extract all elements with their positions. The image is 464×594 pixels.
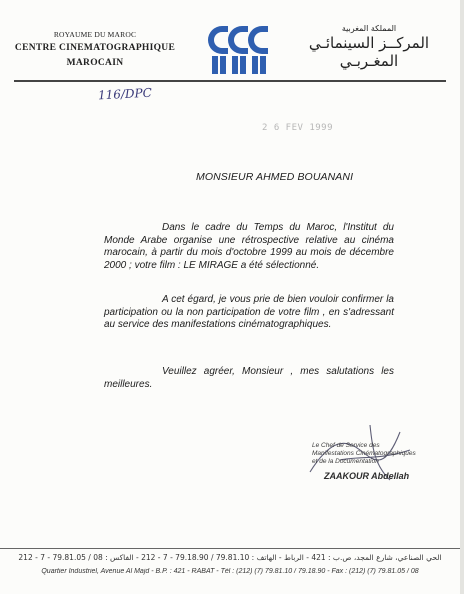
letter-paragraph-2: A cet égard, je vous prie de bien vouloir confirmer la participation ou la non participation de votre film , en s'adressant au service des manifestations cinématographiques.: [104, 294, 394, 330]
header-fr-line2: CENTRE CINEMATOGRAPHIQUE: [14, 43, 176, 53]
ccm-logo-icon: [204, 22, 270, 76]
letter-paragraph-1: Dans le cadre du Temps du Maroc, l'Institut du Monde Arabe organise une rétrospective relative au cinéma marocain, à partir du mois d'octobre 1999 au mois de décembre 2000 ; votre film : LE MIRAGE a été sélectionné.: [104, 222, 394, 271]
letter-paragraph-3: Veuillez agréer, Monsieur , mes salutations les meilleures.: [104, 366, 394, 390]
signatory-title-line3: et de la Documentation: [312, 458, 379, 465]
signatory-title-line2: Manifestations Cinématographiques: [312, 450, 416, 457]
footer-divider: [0, 548, 464, 549]
signatory-title: [312, 442, 452, 466]
signatory-title-line1: Le Chef de Service des: [312, 442, 380, 449]
header-arabic: [294, 24, 444, 70]
addressee: MONSIEUR AHMED BOUANANI: [196, 171, 354, 183]
header-ar-line2: المركــز السينمائـي: [308, 34, 430, 52]
scan-edge: [460, 0, 464, 594]
header-divider: [14, 80, 446, 82]
header-ar-line1: المملكة المغربية: [341, 24, 397, 33]
header-french: [0, 30, 190, 68]
reference-number: 116/DPC: [97, 85, 153, 103]
footer-arabic: الحي الصناعي، شارع المجد، ص.ب : 421 - الرباط - الهاتف : 79.81.10 / 79.18.90 - 7 - 212 - الفاكس : 08 / 79.81.05 - 7 - 212: [18, 553, 442, 562]
header-fr-line3: MAROCAIN: [66, 58, 124, 68]
header-fr-line1: ROYAUME DU MAROC: [53, 30, 137, 39]
signatory-name: ZAAKOUR Abdellah: [324, 471, 410, 481]
footer-french: Quartier Industriel, Avenue Al Majd - B.P. : 421 - RABAT - Tél : (212) (7) 79.81.10 / 79.18.90 - Fax : (212) (7) 79.81.05 / 08: [41, 568, 419, 575]
header-ar-line3: المغـربـي: [339, 52, 399, 70]
received-stamp: 2 6 FEV 1999: [262, 123, 334, 133]
